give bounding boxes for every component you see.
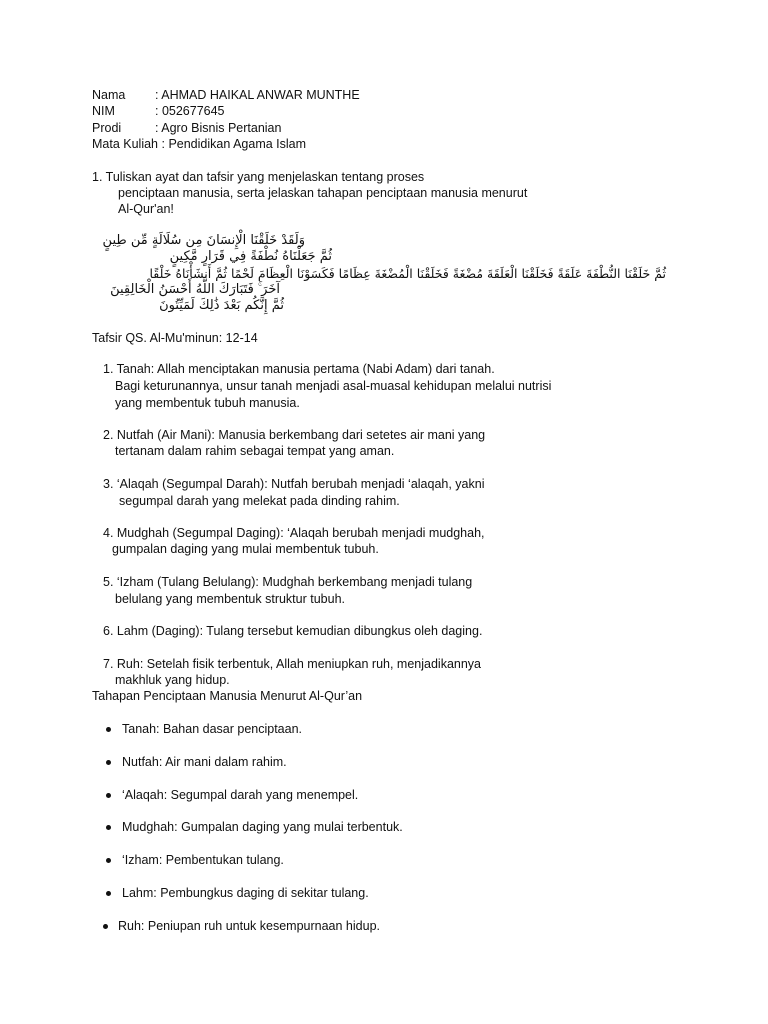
- ayat-line-1: وَلَقَدْ خَلَقْنَا الْإِنسَانَ مِن سُلَالَةٍ مِّن طِينٍ: [102, 233, 305, 248]
- tafsir-item-1-line-3: yang membentuk tubuh manusia.: [115, 396, 300, 410]
- tahapan-item-5: ‘Izham: Pembentukan tulang.: [122, 853, 284, 867]
- matkul-label: Mata Kuliah: [92, 137, 159, 151]
- tahapan-item-6: Lahm: Pembungkus daging di sekitar tulang.: [122, 886, 369, 900]
- name-value: : AHMAD HAIKAL ANWAR MUNTHE: [155, 88, 360, 102]
- ayat-line-4: آخَرَ ۚ فَتَبَارَكَ اللَّهُ أَحْسَنُ الْخَالِقِينَ: [110, 282, 280, 297]
- tafsir-item-4-line-2: gumpalan daging yang mulai membentuk tubuh.: [112, 542, 379, 556]
- bullet-icon: [106, 825, 111, 830]
- ayat-line-2: ثُمَّ جَعَلْنَاهُ نُطْفَةً فِي قَرَارٍ مَّكِينٍ: [169, 249, 332, 264]
- nim-value: : 052677645: [155, 104, 225, 118]
- tafsir-item-3-line-2: segumpal darah yang melekat pada dinding rahim.: [119, 494, 400, 508]
- ayat-line-5: ثُمَّ إِنَّكُم بَعْدَ ذَٰلِكَ لَمَيِّتُونَ: [159, 298, 284, 313]
- tafsir-item-1-line-2: Bagi keturunannya, unsur tanah menjadi asal-muasal kehidupan melalui nutrisi: [115, 379, 552, 393]
- tahapan-title: Tahapan Penciptaan Manusia Menurut Al-Qur’an: [92, 689, 363, 703]
- tafsir-item-1-line-1: 1. Tanah: Allah menciptakan manusia pertama (Nabi Adam) dari tanah.: [103, 362, 495, 376]
- prodi-label: Prodi: [92, 121, 122, 135]
- tafsir-item-2-line-2: tertanam dalam rahim sebagai tempat yang aman.: [115, 444, 395, 458]
- name-label: Nama: [92, 88, 126, 102]
- nim-row: [92, 103, 225, 120]
- bullet-icon: [106, 760, 111, 765]
- question-line-1: 1. Tuliskan ayat dan tafsir yang menjelaskan tentang proses: [92, 170, 425, 184]
- matkul-row: [92, 136, 306, 153]
- bullet-icon: [106, 727, 111, 732]
- question-line-3: Al-Qur'an!: [118, 202, 174, 216]
- tafsir-title: Tafsir QS. Al-Mu'minun: 12-14: [92, 331, 258, 345]
- tahapan-item-1: Tanah: Bahan dasar penciptaan.: [122, 722, 302, 736]
- tafsir-item-7-line-1: 7. Ruh: Setelah fisik terbentuk, Allah meniupkan ruh, menjadikannya: [103, 657, 482, 671]
- tahapan-item-3: ‘Alaqah: Segumpal darah yang menempel.: [122, 788, 359, 802]
- tafsir-item-6-line-1: 6. Lahm (Daging): Tulang tersebut kemudian dibungkus oleh daging.: [103, 624, 483, 638]
- tafsir-item-4-line-1: 4. Mudghah (Segumpal Daging): ‘Alaqah berubah menjadi mudghah,: [103, 526, 485, 540]
- tafsir-item-3-line-1: 3. ‘Alaqah (Segumpal Darah): Nutfah berubah menjadi ‘alaqah, yakni: [103, 477, 485, 491]
- bullet-icon: [106, 858, 111, 863]
- tafsir-item-2-line-1: 2. Nutfah (Air Mani): Manusia berkembang dari setetes air mani yang: [103, 428, 486, 442]
- tahapan-item-4: Mudghah: Gumpalan daging yang mulai terbentuk.: [122, 820, 403, 834]
- prodi-row: [92, 120, 281, 137]
- nim-label: NIM: [92, 104, 115, 118]
- bullet-icon: [103, 924, 108, 929]
- tafsir-item-7-line-2: makhluk yang hidup.: [115, 673, 230, 687]
- ayat-line-3: ثُمَّ خَلَقْنَا النُّطْفَةَ عَلَقَةً فَخَلَقْنَا الْعَلَقَةَ مُضْغَةً فَخَلَقْنَا الْمُضْغَةَ عِظَامًا فَكَسَوْنَا الْعِظَامَ لَحْمًا ثُمَّ أَنشَأْنَاهُ خَلْقًا: [149, 266, 666, 281]
- name-row: [92, 87, 360, 104]
- tahapan-item-2: Nutfah: Air mani dalam rahim.: [122, 755, 287, 769]
- tafsir-item-5-line-1: 5. ‘Izham (Tulang Belulang): Mudghah berkembang menjadi tulang: [103, 575, 473, 589]
- tafsir-item-5-line-2: belulang yang membentuk struktur tubuh.: [115, 592, 345, 606]
- bullet-icon: [106, 891, 111, 896]
- prodi-value: : Agro Bisnis Pertanian: [155, 121, 282, 135]
- question-line-2: penciptaan manusia, serta jelaskan tahapan penciptaan manusia menurut: [118, 186, 528, 200]
- matkul-value: : Pendidikan Agama Islam: [161, 137, 307, 151]
- bullet-icon: [106, 793, 111, 798]
- tahapan-item-7: Ruh: Peniupan ruh untuk kesempurnaan hidup.: [118, 919, 380, 933]
